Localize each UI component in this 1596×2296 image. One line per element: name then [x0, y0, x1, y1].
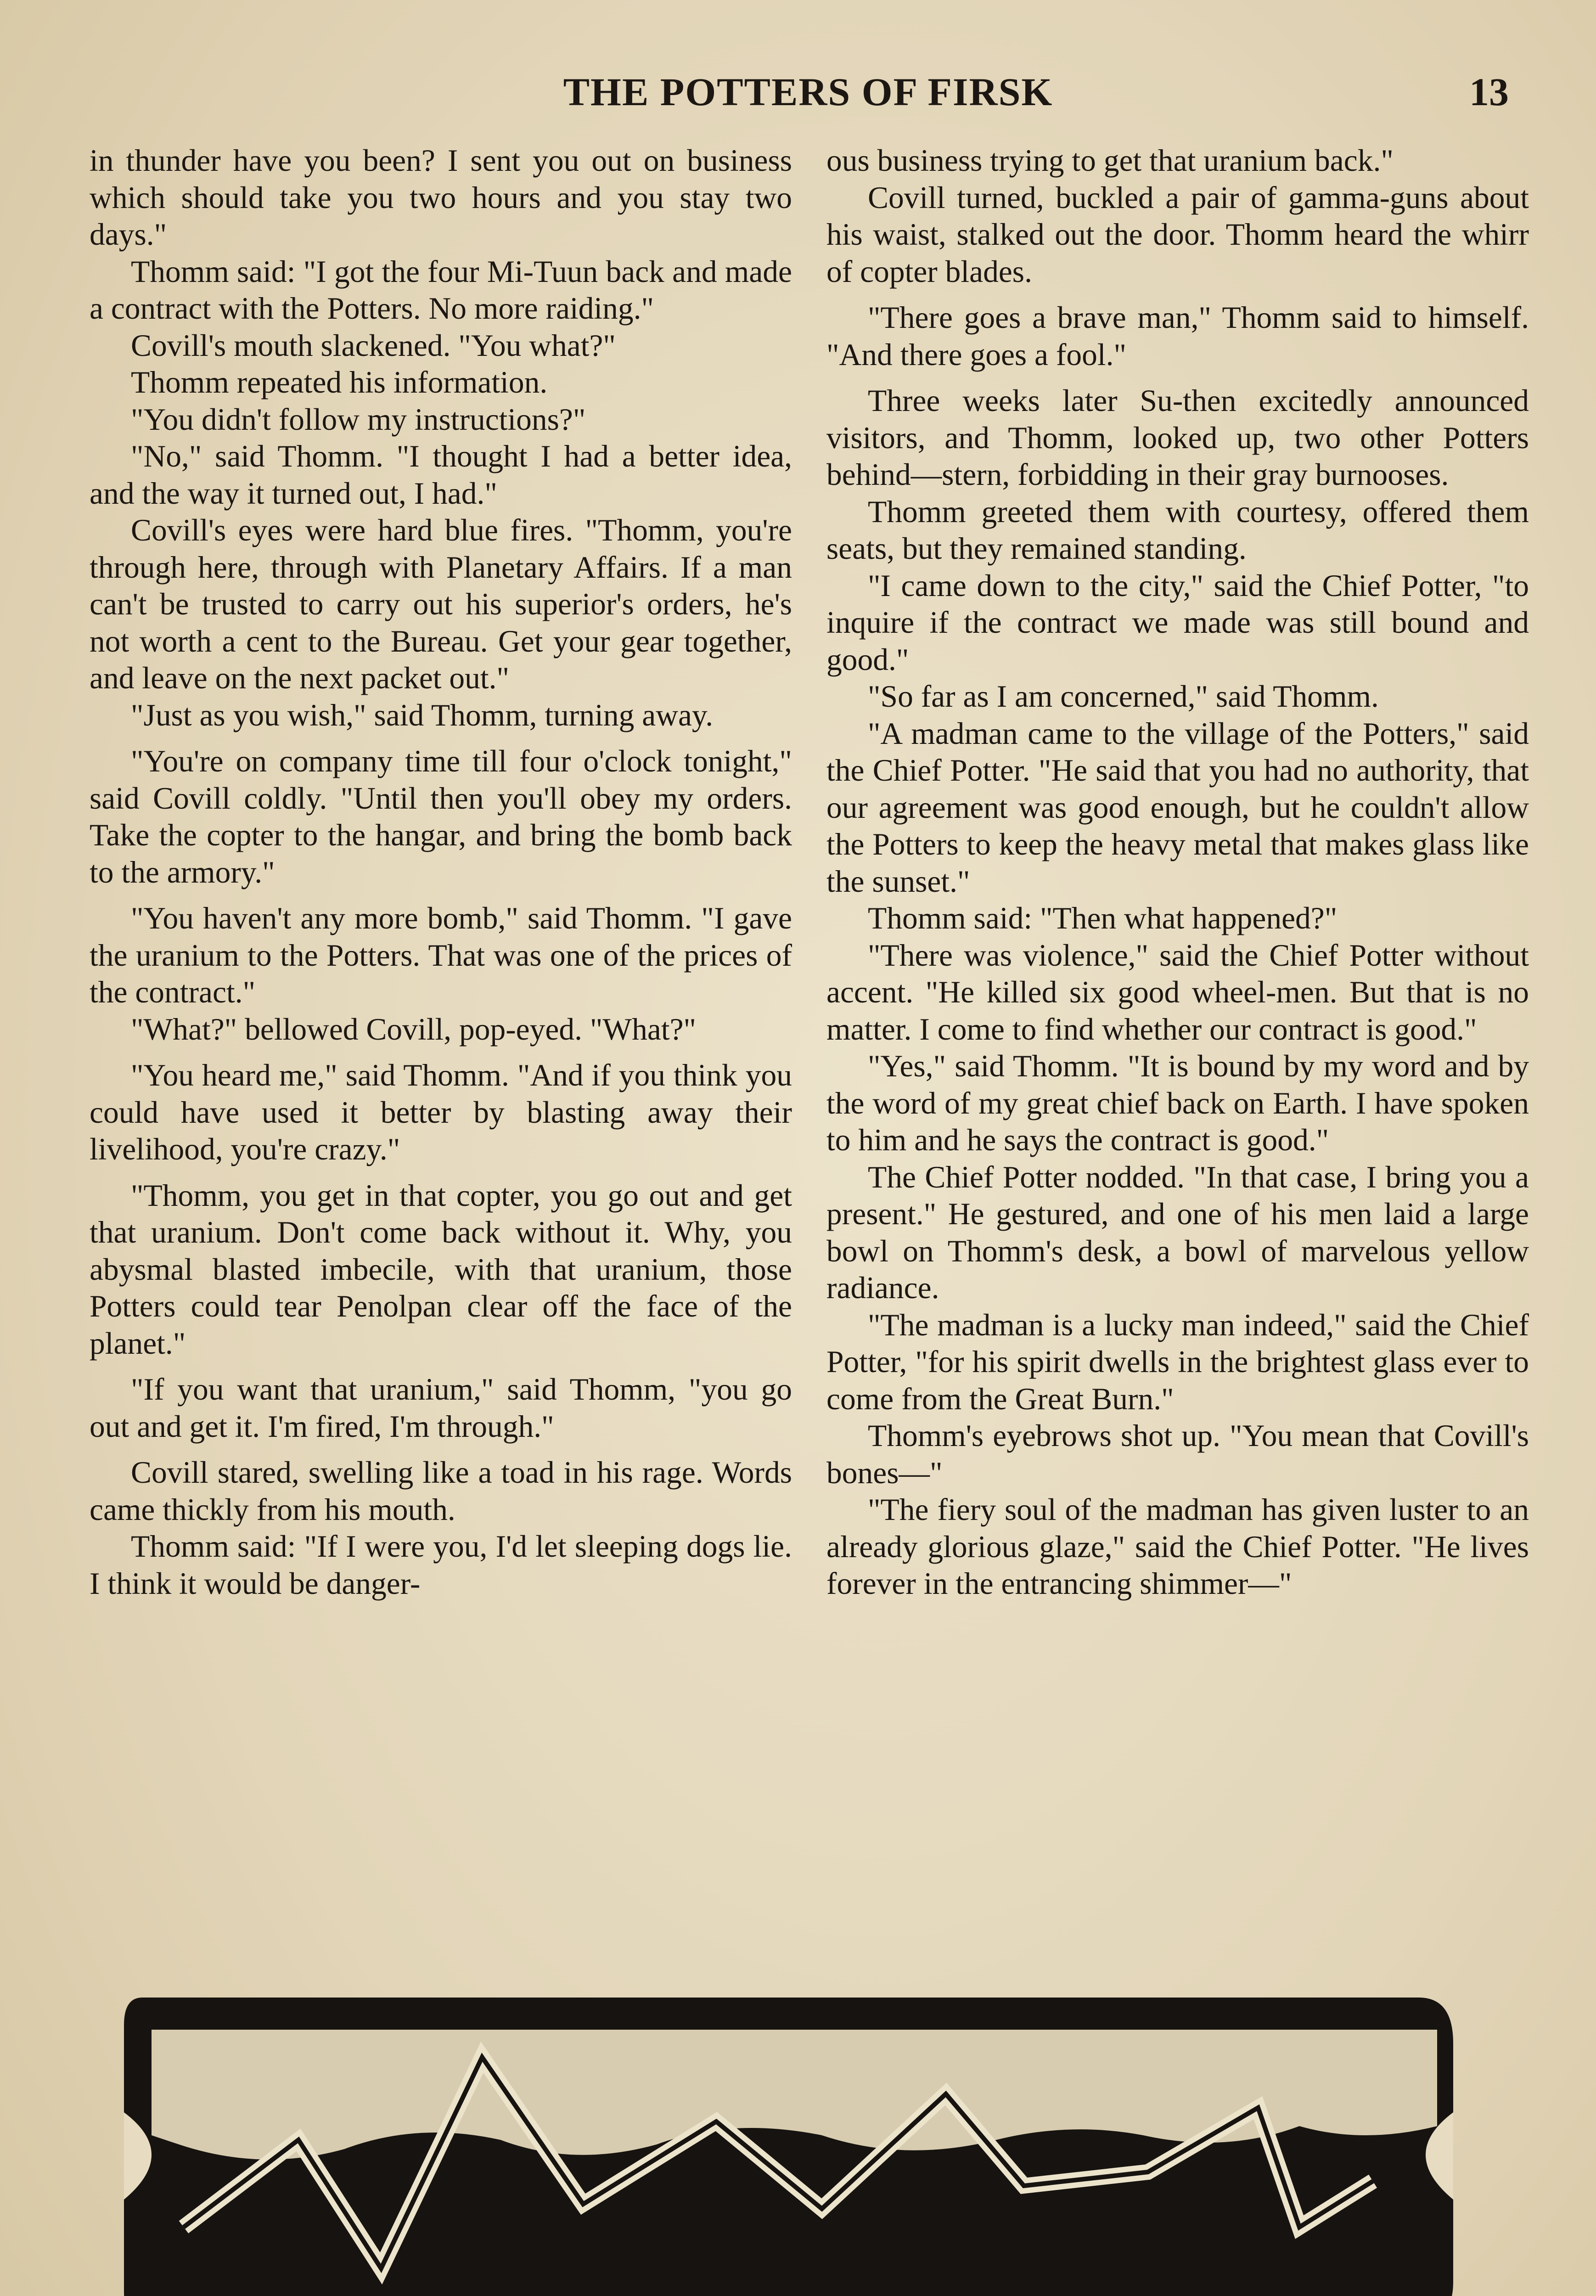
paragraph: ous business trying to get that uranium back." — [826, 143, 1394, 178]
paragraph: "You're on company time till four o'clock tonight," said Covill coldly. "Until then you'll obey my orders. Take the copter to the hangar, and bring the bomb back to the armory." — [90, 744, 792, 889]
paragraph: Thomm said: "I got the four Mi-Tuun back and made a contract with the Potters. No more raiding." — [90, 254, 792, 326]
paragraph: "You didn't follow my instructions?" — [131, 402, 586, 437]
paragraph: Covill's mouth slackened. "You what?" — [131, 328, 616, 363]
paragraph: Thomm said: "Then what happened?" — [868, 901, 1337, 935]
paragraph: "You haven't any more bomb," said Thomm. "I gave the uranium to the Potters. That was one of the prices of the contract." — [90, 901, 792, 1009]
paragraph: "There goes a brave man," Thomm said to himself. "And there goes a fool." — [826, 300, 1529, 372]
paragraph: Thomm said: "If I were you, I'd let sleeping dogs lie. I think it would be danger- — [90, 1529, 792, 1601]
paragraph: Thomm greeted them with courtesy, offered them seats, but they remained standing. — [826, 494, 1529, 566]
running-title: THE POTTERS OF FIRSK — [563, 70, 1053, 114]
paragraph: "If you want that uranium," said Thomm, "you go out and get it. I'm fired, I'm through." — [90, 1372, 792, 1444]
paragraph: "There was violence," said the Chief Potter without accent. "He killed six good wheel-men. But that is no matter. I come to find whether our contract is good." — [826, 938, 1529, 1047]
paragraph: "I came down to the city," said the Chief Potter, "to inquire if the contract we made was still bound and good." — [826, 568, 1529, 677]
paragraph: "Just as you wish," said Thomm, turning away. — [131, 698, 714, 732]
paragraph: "What?" bellowed Covill, pop-eyed. "What?" — [131, 1012, 697, 1047]
paragraph: Thomm's eyebrows shot up. "You mean that Covill's bones—" — [826, 1418, 1529, 1490]
paragraph: "The madman is a lucky man indeed," said the Chief Potter, "for his spirit dwells in the brightest glass ever to come from the Great Burn." — [826, 1307, 1529, 1416]
paragraph: The Chief Potter nodded. "In that case, I bring you a present." He gestured, and one of his men laid a large bowl on Thomm's desk, a bowl of marvelous yellow radiance. — [826, 1159, 1529, 1305]
paragraph: Covill's eyes were hard blue fires. "Thomm, you're through here, through with Planetary Affairs. If a man can't be trusted to carry out his superior's orders, he's not worth a cent to the Bureau. Get your gear together, and leave on the next packet out." — [90, 513, 792, 695]
paragraph: "No," said Thomm. "I thought I had a better idea, and the way it turned out, I had." — [90, 439, 792, 511]
paragraph: "A madman came to the village of the Potters," said the Chief Potter. "He said that you had no authority, that our agreement was good enough, but he couldn't allow the Potters to keep the heavy metal that makes glass like the sunset." — [826, 716, 1529, 899]
right-text-column — [826, 142, 1529, 1603]
paragraph: Covill stared, swelling like a toad in his rage. Words came thickly from his mouth. — [90, 1455, 792, 1527]
paragraph: Covill turned, buckled a pair of gamma-guns about his waist, stalked out the door. Thomm heard the whirr of copter blades. — [826, 180, 1529, 289]
paragraph: "You heard me," said Thomm. "And if you think you could have used it better by blasting away their livelihood, you're crazy." — [90, 1058, 792, 1166]
lightning-illustration — [124, 1988, 1456, 2296]
paragraph: "Yes," said Thomm. "It is bound by my word and by the word of my great chief back on Earth. I have spoken to him and he says the contract is good." — [826, 1049, 1529, 1157]
paragraph: "So far as I am concerned," said Thomm. — [868, 679, 1379, 714]
page-number: 13 — [1469, 70, 1509, 114]
paragraph: "The fiery soul of the madman has given luster to an already glorious glaze," said the Chief Potter. "He lives forever in the entrancing shimmer—" — [826, 1492, 1529, 1601]
paragraph: "Thomm, you get in that copter, you go out and get that uranium. Don't come back without it. Why, you abysmal blasted imbecile, with that uranium, those Potters could tear Penolpan clear off the face of the planet." — [90, 1178, 792, 1361]
page-header — [0, 69, 1596, 119]
paragraph: Thomm repeated his information. — [131, 365, 548, 400]
paragraph: Three weeks later Su-then excitedly announced visitors, and Thomm, looked up, two other Potters behind—stern, forbidding in their gray burnooses. — [826, 383, 1529, 492]
paragraph: in thunder have you been? I sent you out on business which should take you two hours and you stay two days." — [90, 143, 792, 252]
left-text-column — [90, 142, 792, 1602]
